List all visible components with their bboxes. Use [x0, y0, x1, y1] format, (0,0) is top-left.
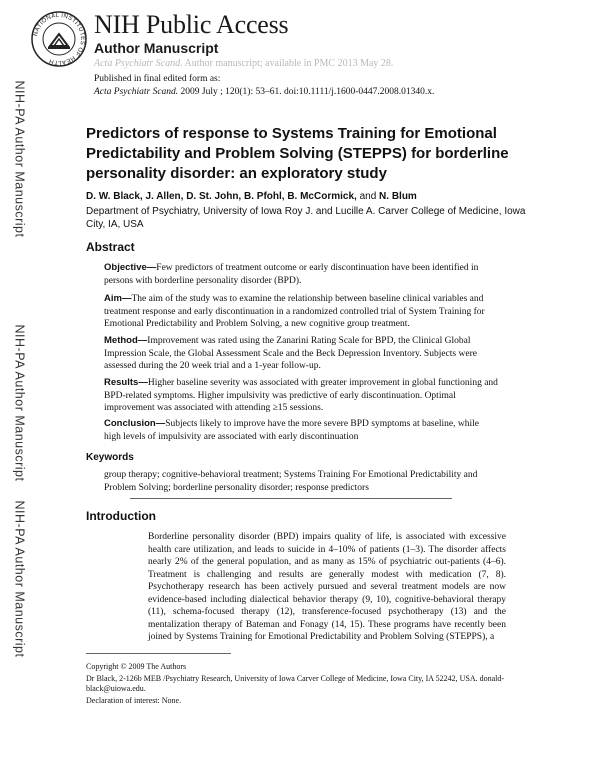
- abstract-label: Aim—: [104, 293, 132, 304]
- authors-and: and: [359, 191, 377, 202]
- article-title: Predictors of response to Systems Training for Emotional Predictability and Problem Solving (STEPPS) for borderline personality disorder: an exploratory study: [86, 125, 509, 182]
- abstract-text: Subjects likely to improve have the more severe BPD symptoms at baseline, while high levels of impulsivity are associated with early discontinuation: [104, 419, 479, 442]
- sidebar-label-3: [4, 494, 34, 664]
- keywords-text: group therapy; cognitive-behavioral treatment; Systems Training For Emotional Predictability and Problem Solving; borderline personality disorder; response predictors: [104, 470, 478, 493]
- abstract-heading: Abstract: [86, 240, 135, 254]
- abstract-text: Higher baseline severity was associated with greater improvement in global functioning and BPD-related symptoms. Higher impulsivity was predictive of early discontinuation. Optimal improvement was associated with attending ≥15 sessions.: [104, 378, 498, 413]
- authors-last: N. Blum: [379, 191, 417, 202]
- availability-text: Author manuscript; available in PMC 2013 May 28.: [184, 58, 394, 69]
- affiliation: Department of Psychiatry, University of Iowa Roy J. and Lucille A. Carver College of Medicine, Iowa City, IA, USA: [86, 206, 526, 230]
- citation-details: 2009 July ; 120(1): 53–61. doi:10.1111/j.1600-0447.2008.01340.x.: [180, 87, 435, 97]
- abstract-label: Method—: [104, 335, 148, 346]
- abstract-aim: [104, 293, 498, 331]
- introduction-text: Borderline personality disorder (BPD) impairs quality of life, is associated with excessive health care utilization, and leads to suicide in 4–10% of patients (1–3). The disorder affects nearly 2% of the general population, and as many as 15% of psychiatric out-patients (4–6). Treatment is challenging and results are generally modest with medication (7, 8). Psychotherapy research has been actively pursued and several treatment models are now evidence-based including dialectical behavior therapy (9, 10), cognitive-behavioral therapy (11), schema-focused therapy (12), transference-focused psychotherapy (13) and the mentalization therapy of Bateman and Fonagy (14, 15). These programs have recently been joined by Systems Training for Emotional Predictability and Problem Solving (STEPPS), a: [148, 532, 506, 642]
- footnote-copyright: Copyright © 2009 The Authors: [86, 662, 187, 671]
- abstract-text: The aim of the study was to examine the relationship between baseline clinical variables and treatment response and early discontinuation in a randomized controlled trial of System Training for Emotional Predictability and Problem Solving, a new cognitive group treatment.: [104, 294, 485, 329]
- sidebar-label-text: NIH-PA Author Manuscript: [12, 324, 26, 482]
- abstract-label: Objective—: [104, 262, 157, 273]
- abstract-label: Conclusion—: [104, 418, 166, 429]
- banner-title: NIH Public Access: [94, 10, 289, 39]
- citation-journal: Acta Psychiatr Scand.: [94, 87, 179, 97]
- abstract-text: Few predictors of treatment outcome or early discontinuation have been identified in persons with borderline personality disorder (BPD).: [104, 263, 479, 286]
- footnote-divider: [86, 653, 231, 654]
- sidebar-label-2: [4, 318, 34, 488]
- sidebar-label-text: NIH-PA Author Manuscript: [12, 80, 26, 238]
- abstract-text: Improvement was rated using the Zanarini Rating Scale for BPD, the Clinical Global Impression Scale, the Global Assessment Scale and the Beck Depression Inventory. Subjects were assessed during the 20 week trial and a 1-year follow-up.: [104, 336, 477, 371]
- footnote-correspondence: Dr Black, 2-126b MEB /Psychiatry Research, University of Iowa Carver College of Medicine, Iowa City, IA 52242, USA. donald-black@uiowa.edu.: [86, 674, 505, 693]
- citation-line: [94, 87, 434, 97]
- abstract-conclusion: [104, 418, 498, 443]
- logo-ring-text: NATIONAL INSTITUTES OF HEALTH: [33, 12, 86, 66]
- abstract-results: [104, 377, 498, 415]
- author-list: [86, 191, 417, 202]
- availability-line: [94, 58, 393, 69]
- footnote-interest: Declaration of interest: None.: [86, 696, 182, 705]
- abstract-objective: [104, 262, 498, 287]
- abstract-label: Results—: [104, 377, 148, 388]
- introduction-heading: Introduction: [86, 509, 156, 523]
- banner-subtitle: Author Manuscript: [94, 40, 219, 56]
- authors-main: D. W. Black, J. Allen, D. St. John, B. Pfohl, B. McCormick,: [86, 191, 357, 202]
- abstract-method: [104, 335, 498, 373]
- sidebar-label-1: [4, 74, 34, 244]
- sidebar-label-text: NIH-PA Author Manuscript: [12, 500, 26, 658]
- published-in: Published in final edited form as:: [94, 74, 221, 84]
- section-divider: [130, 498, 452, 499]
- keywords-heading: Keywords: [86, 452, 134, 463]
- nih-logo-icon: [30, 10, 88, 68]
- availability-journal: Acta Psychiatr Scand.: [94, 58, 183, 69]
